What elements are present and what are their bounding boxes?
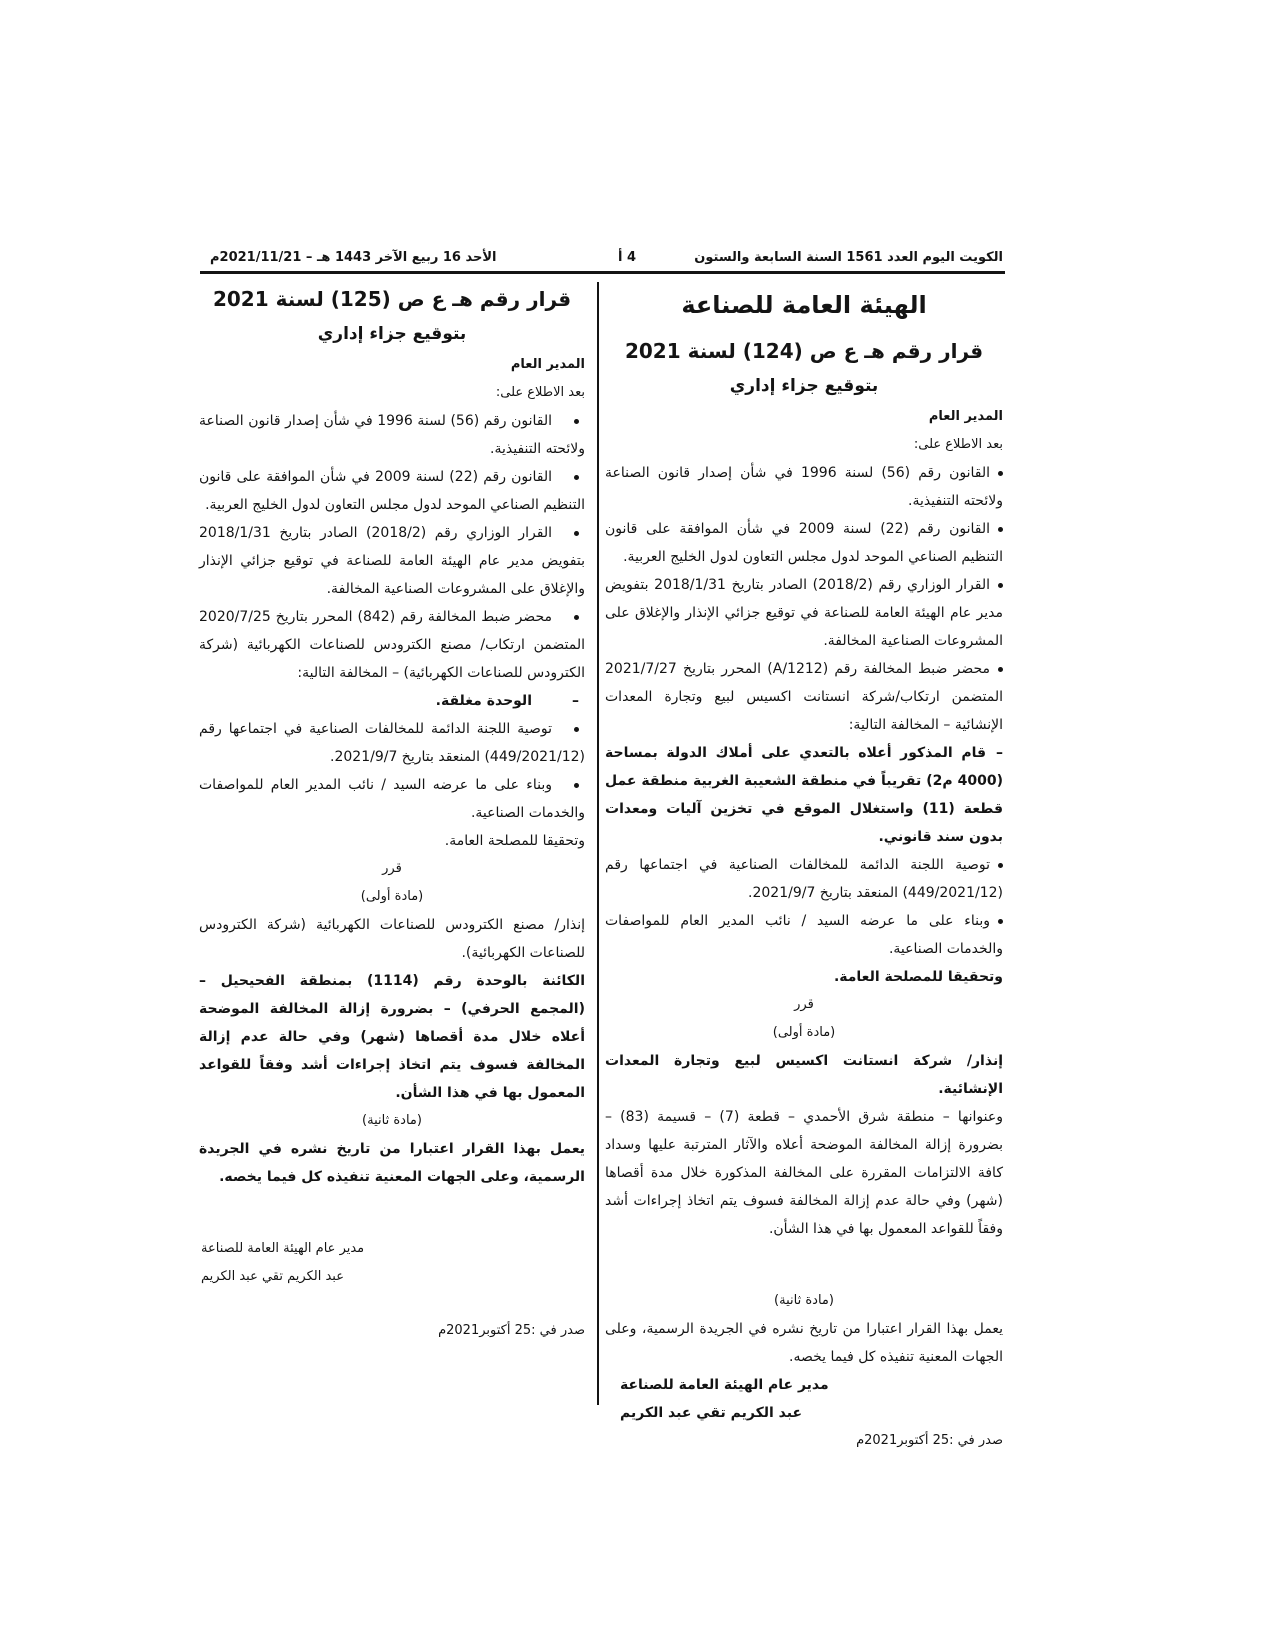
recital-item: [605, 571, 1003, 655]
recital-item: [605, 515, 1003, 571]
recital-text: توصية اللجنة الدائمة للمخالفات الصناعية في اجتماعها رقم (449/2021/12) المنعقد بتاريخ 2021/9/7.: [605, 857, 1003, 901]
bullet-icon: [998, 583, 1003, 588]
recital-item: [199, 715, 585, 771]
decided-heading: قرر: [382, 861, 402, 876]
spacer: [199, 1291, 585, 1317]
article-2-heading: (مادة ثانية): [774, 1293, 834, 1308]
public-interest: وتحقيقا للمصلحة العامة.: [444, 833, 585, 849]
bullet-icon: [998, 919, 1003, 924]
article-1-heading: (مادة أولى): [360, 889, 424, 904]
recital-text: وبناء على ما عرضه السيد / نائب المدير العام للمواصفات والخدمات الصناعية.: [199, 777, 585, 821]
issuer: المدير العام: [928, 409, 1003, 424]
recital-text: توصية اللجنة الدائمة للمخالفات الصناعية في اجتماعها رقم (449/2021/12) المنعقد بتاريخ 2021/9/7.: [199, 721, 585, 765]
bullet-icon: [998, 471, 1003, 476]
recital-text: القرار الوزاري رقم (2018/2) الصادر بتاريخ 2018/1/31 بتفويض مدير عام الهيئة العامة للصناعة في توقيع جزائي الإنذار والإغلاق على المشروعات الصناعية المخالفة.: [605, 577, 1003, 649]
article-1-paragraph: وعنوانها – منطقة شرق الأحمدي – قطعة (7) – قسيمة (83) – بضرورة إزالة المخالفة الموضحة أعلاه والآثار المترتبة عليها وسداد كافة الالتزامات المقررة على المخالفة المذكورة خلال مدة أقصاها (شهر) وفي حالة عدم إزالة المخالفة فسوف يتم اتخاذ إجراءات أشد وفقاً للقواعد المعمول بها في هذا الشأن.: [605, 1109, 1004, 1237]
recital-item: [199, 407, 585, 463]
bullet-icon: [574, 531, 579, 536]
violation-text: قام المذكور أعلاه بالتعدي على أملاك الدولة بمساحة (4000 م2) تقريباً في منطقة الشعيبة الغربية منطقة عمل قطعة (11) واستغلال الموقع في تخزين آليات ومعدات بدون سند قانوني.: [605, 745, 1003, 845]
recital-text: القرار الوزاري رقم (2018/2) الصادر بتاريخ 2018/1/31 بتفويض مدير عام الهيئة العامة للصناعة في توقيع جزائي الإنذار والإغلاق على المشروعات الصناعية المخالفة.: [199, 525, 585, 597]
article-1-paragraph: الكائنة بالوحدة رقم (1114) بمنطقة الفحيحيل – (المجمع الحرفي) – بضرورة إزالة المخالفة الموضحة أعلاه خلال مدة أقصاها (شهر) وفي حالة عدم إزالة المخالفة فسوف يتم اتخاذ إجراءات أشد وفقاً للقواعد المعمول بها في هذا الشأن.: [199, 973, 585, 1101]
recital-item: [605, 851, 1003, 907]
decision-124-column: [605, 283, 1003, 1455]
gazette-issue: الكويت اليوم العدد 1561 السنة السابعة والستون: [694, 250, 1003, 265]
bullet-icon: [574, 783, 579, 788]
violation-item: [605, 739, 1003, 851]
recital-text: القانون رقم (56) لسنة 1996 في شأن إصدار قانون الصناعة ولائحته التنفيذية.: [199, 413, 585, 457]
decided-heading: قرر: [794, 997, 814, 1012]
page-number: 4 أ: [618, 250, 637, 265]
violation-item: [199, 687, 585, 715]
header-rule: [200, 271, 1005, 274]
signer-title: مدير عام الهيئة العامة للصناعة: [201, 1241, 365, 1256]
preamble: بعد الاطلاع على:: [913, 437, 1003, 452]
article-1-paragraph: إنذار/ مصنع الكترودس للصناعات الكهربائية (شركة الكترودس للصناعات الكهربائية).: [199, 917, 585, 961]
publication-date: الأحد 16 ربيع الآخر 1443 هـ – 2021/11/21م: [210, 250, 497, 265]
recital-item: [199, 519, 585, 603]
page-header: [200, 247, 1005, 269]
issuer: المدير العام: [510, 357, 585, 372]
recital-item: [199, 463, 585, 519]
recital-text: القانون رقم (56) لسنة 1996 في شأن إصدار قانون الصناعة ولائحته التنفيذية.: [605, 465, 1003, 509]
recital-item: [605, 459, 1003, 515]
recital-item: [605, 907, 1003, 963]
recital-text: القانون رقم (22) لسنة 2009 في شأن الموافقة على قانون التنظيم الصناعي الموحد لدول مجلس التعاون لدول الخليج العربية.: [605, 521, 1003, 565]
recital-text: محضر ضبط المخالفة رقم (842) المحرر بتاريخ 2020/7/25 المتضمن ارتكاب/ مصنع الكترودس للصناعات الكهربائية (شركة الكترودس للصناعات الكهربائية) – المخالفة التالية:: [199, 609, 585, 681]
recital-text: القانون رقم (22) لسنة 2009 في شأن الموافقة على قانون التنظيم الصناعي الموحد لدول مجلس التعاون لدول الخليج العربية.: [199, 469, 585, 513]
article-1-paragraph: إنذار/ شركة انستانت اكسيس لبيع وتجارة المعدات الإنشائية.: [605, 1053, 1003, 1097]
recital-item: [199, 603, 585, 687]
column-divider: [597, 282, 599, 1405]
bullet-icon: [574, 419, 579, 424]
signer-name: عبد الكريم تقي عبد الكريم: [620, 1405, 803, 1421]
bullet-icon: [998, 863, 1003, 868]
article-2-heading: (مادة ثانية): [362, 1113, 422, 1128]
decision-125-column: [199, 281, 585, 1345]
bullet-icon: [574, 727, 579, 732]
decision-title: قرار رقم هـ ع ص (125) لسنة 2021: [212, 287, 572, 311]
recital-text: محضر ضبط المخالفة رقم (1212/A) المحرر بتاريخ 2021/7/27 المتضمن ارتكاب/شركة انستانت اكسيس لبيع وتجارة المعدات الإنشائية – المخالفة التالية:: [605, 661, 1003, 733]
recital-text: وبناء على ما عرضه السيد / نائب المدير العام للمواصفات والخدمات الصناعية.: [605, 913, 1003, 957]
preamble: بعد الاطلاع على:: [495, 385, 585, 400]
signer-name: عبد الكريم تقي عبد الكريم: [201, 1269, 344, 1284]
agency-title: الهيئة العامة للصناعة: [681, 291, 927, 319]
article-2-paragraph: يعمل بهذا القرار اعتبارا من تاريخ نشره في الجريدة الرسمية، وعلى الجهات المعنية تنفيذه كل فيما يخصه.: [199, 1141, 585, 1185]
recital-item: [199, 771, 585, 827]
decision-subtitle: بتوقيع جزاء إداري: [729, 376, 879, 396]
article-1-heading: (مادة أولى): [772, 1025, 836, 1040]
bullet-icon: [998, 667, 1003, 672]
issued-date: صدر في :25 أكتوبر2021م: [438, 1323, 585, 1338]
signer-title: مدير عام الهيئة العامة للصناعة: [620, 1377, 829, 1393]
dash-marker: –: [572, 693, 579, 709]
issued-date: صدر في :25 أكتوبر2021م: [856, 1433, 1003, 1448]
bullet-icon: [574, 475, 579, 480]
decision-title: قرار رقم هـ ع ص (124) لسنة 2021: [624, 339, 984, 363]
spacer: [199, 1191, 585, 1235]
bullet-icon: [574, 615, 579, 620]
bullet-icon: [998, 527, 1003, 532]
article-2-paragraph: يعمل بهذا القرار اعتبارا من تاريخ نشره في الجريدة الرسمية، وعلى الجهات المعنية تنفيذه كل فيما يخصه.: [605, 1321, 1003, 1365]
spacer: [605, 1243, 1003, 1287]
violation-text: الوحدة مغلقة.: [435, 693, 532, 709]
public-interest: وتحقيقا للمصلحة العامة.: [833, 969, 1003, 985]
recital-item: [605, 655, 1003, 739]
decision-subtitle: بتوقيع جزاء إداري: [317, 324, 467, 344]
dash-marker: –: [996, 745, 1003, 761]
